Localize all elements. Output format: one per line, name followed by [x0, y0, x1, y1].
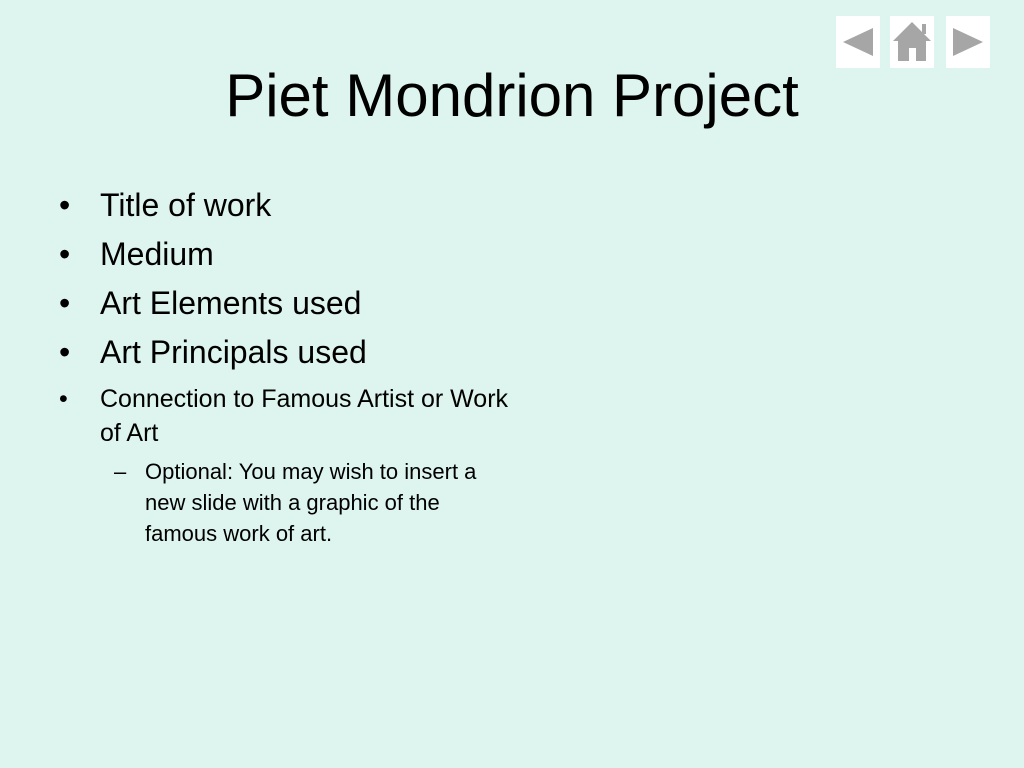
- bullet-marker: •: [59, 187, 71, 223]
- sub-bullet-item: [56, 456, 501, 549]
- bullet-item: [56, 284, 516, 323]
- sub-bullet-marker: –: [114, 459, 127, 484]
- bullet-marker: •: [59, 385, 68, 413]
- bullet-list: [56, 186, 516, 549]
- bullet-marker: •: [59, 334, 71, 370]
- bullet-item: [56, 382, 516, 450]
- sub-bullet-text: Optional: You may wish to insert a new slide with a graphic of the famous work of art.: [145, 459, 477, 546]
- bullet-text: Connection to Famous Artist or Work of Art: [100, 385, 509, 447]
- bullet-item: [56, 235, 516, 274]
- bullet-marker: •: [59, 236, 71, 272]
- bullet-item: [56, 186, 516, 225]
- bullet-item: [56, 333, 516, 372]
- bullet-text: Art Elements used: [100, 285, 362, 321]
- bullet-marker: •: [59, 285, 71, 321]
- slide-title: Piet Mondrion Project: [225, 62, 799, 129]
- bullet-text: Art Principals used: [100, 334, 367, 370]
- bullet-text: Medium: [100, 236, 214, 272]
- bullet-text: Title of work: [100, 187, 272, 223]
